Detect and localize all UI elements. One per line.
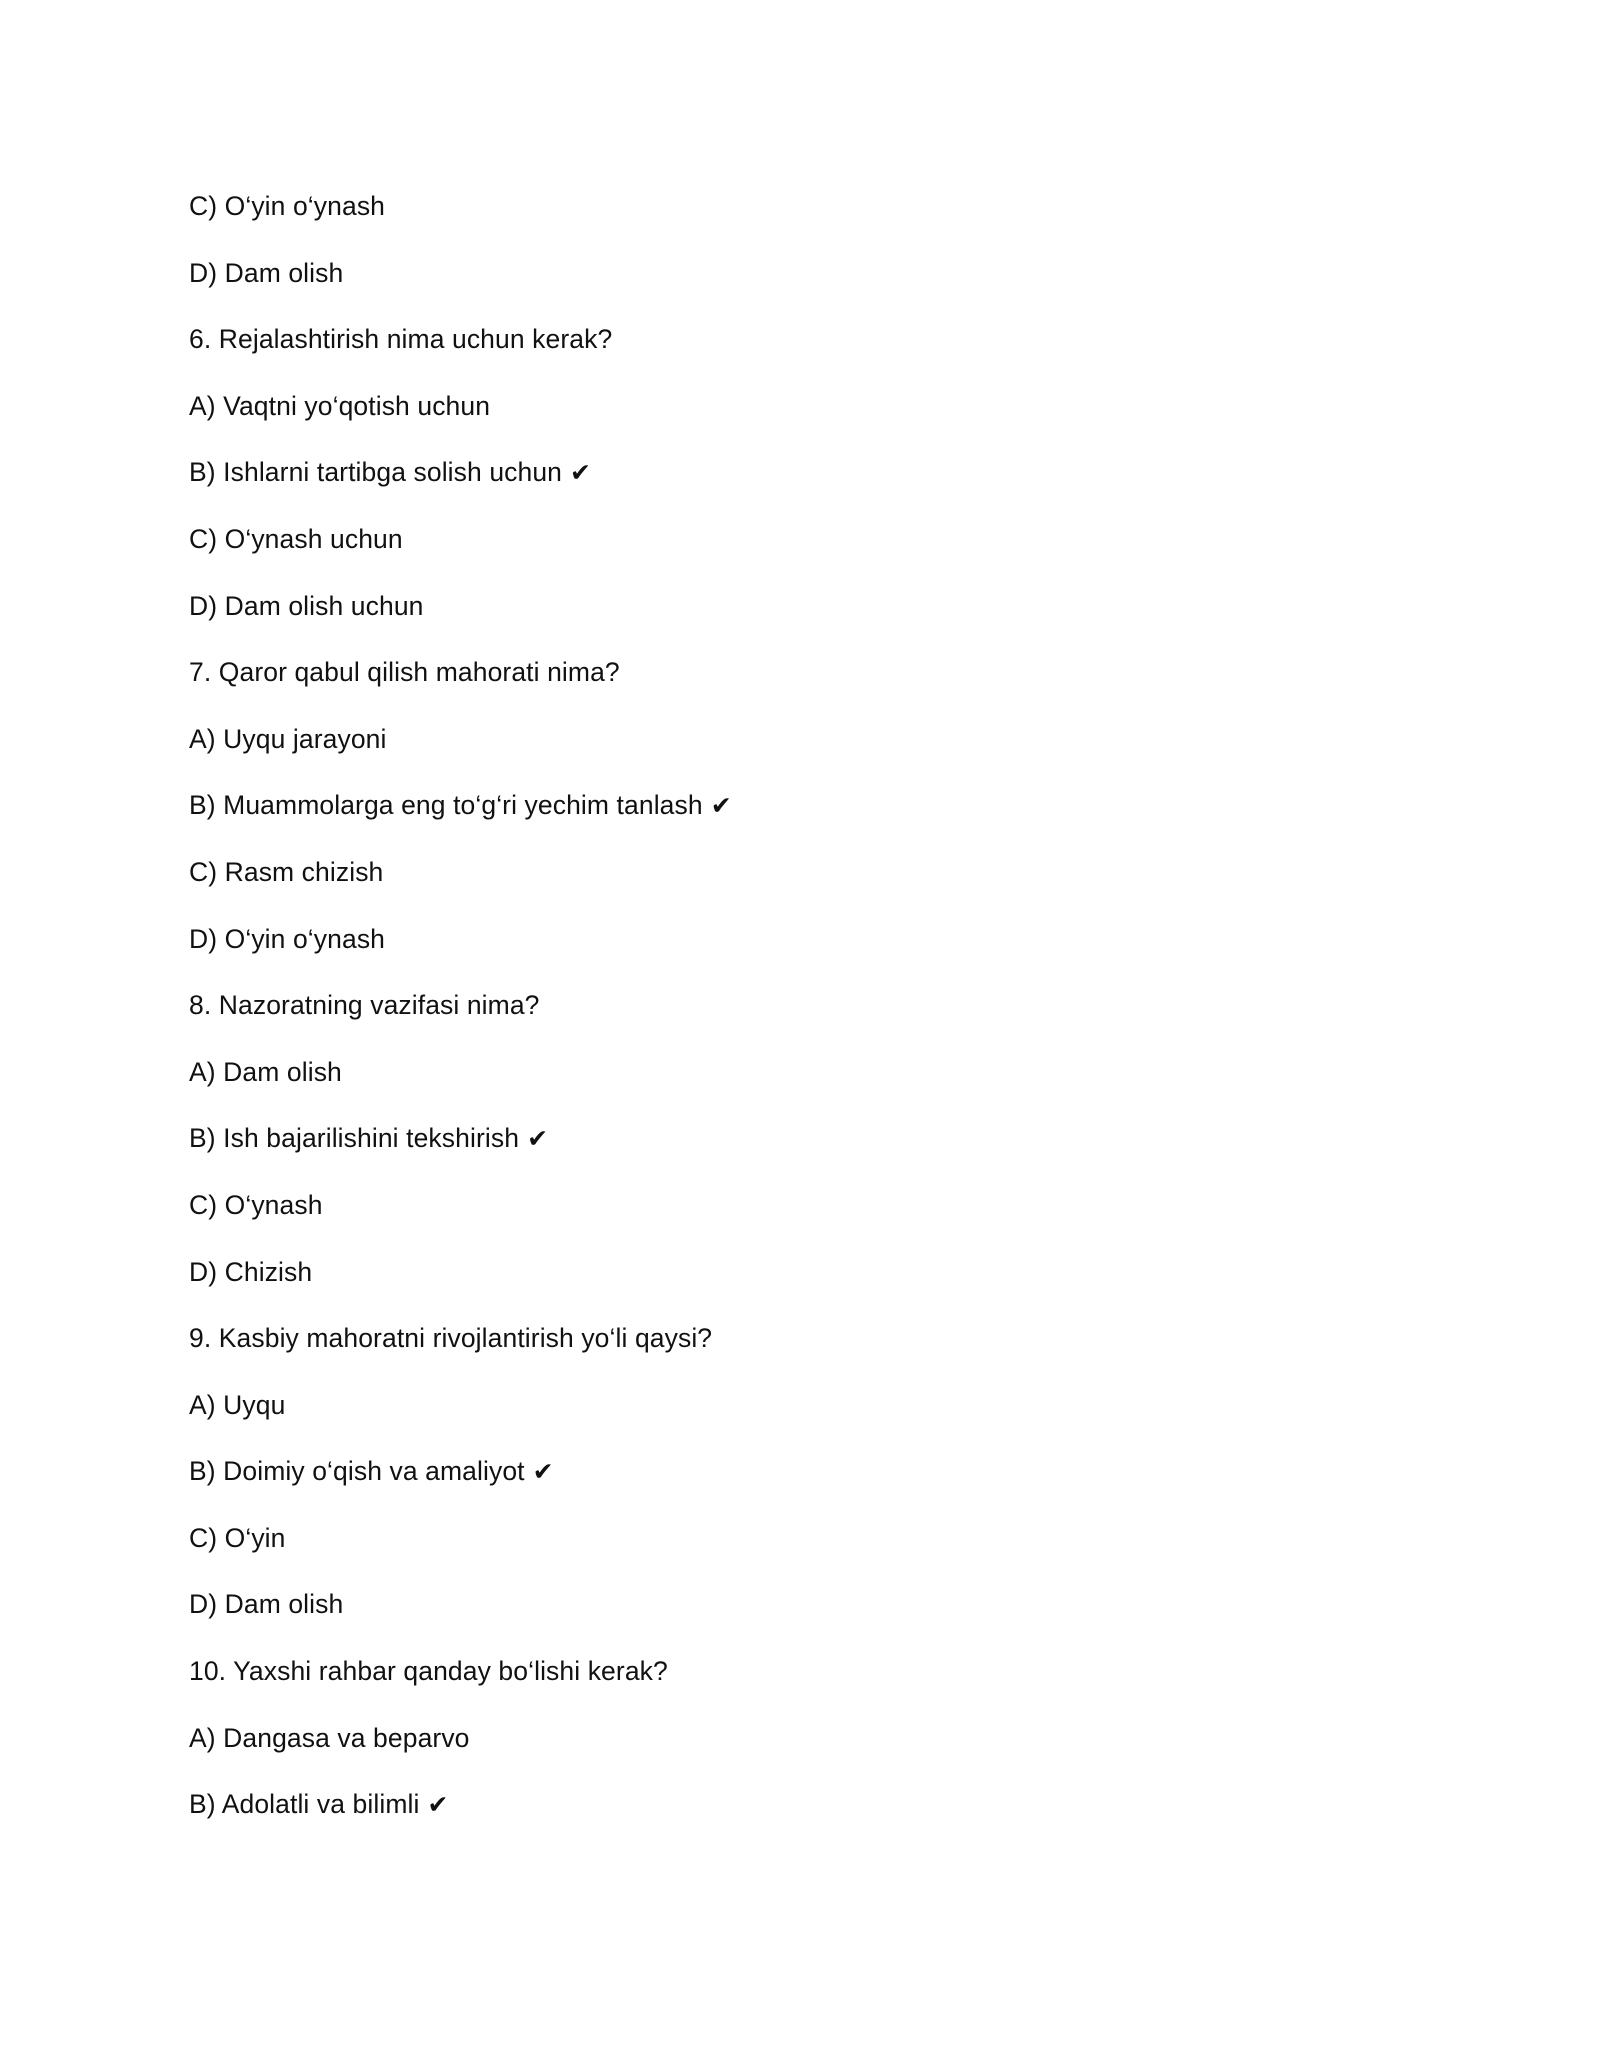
question-label: 10. Yaxshi rahbar qanday bo‘lishi kerak? xyxy=(189,1656,668,1687)
question-text xyxy=(189,983,1409,1050)
question-label: 6. Rejalashtirish nima uchun kerak? xyxy=(189,324,613,355)
check-mark-icon: ✔ xyxy=(570,458,592,488)
answer-option xyxy=(189,1716,1409,1783)
answer-label: D) O‘yin o‘ynash xyxy=(189,923,386,954)
answer-label: D) Dam olish xyxy=(189,257,344,288)
answer-option xyxy=(189,184,1409,251)
answer-label: C) Rasm chizish xyxy=(189,856,384,887)
question-label: 9. Kasbiy mahoratni rivojlantirish yo‘li qaysi? xyxy=(189,1323,713,1354)
answer-option xyxy=(189,783,1409,850)
answer-label: A) Uyqu xyxy=(189,1389,286,1420)
answer-option xyxy=(189,517,1409,584)
answer-option xyxy=(189,251,1409,318)
answer-option xyxy=(189,584,1409,651)
answer-label: B) Doimiy o‘qish va amaliyot xyxy=(189,1456,525,1487)
answer-option xyxy=(189,1183,1409,1250)
answer-option xyxy=(189,1116,1409,1183)
answer-label: D) Chizish xyxy=(189,1256,313,1287)
answer-option xyxy=(189,850,1409,917)
answer-label: B) Muammolarga eng to‘g‘ri yechim tanlash xyxy=(189,790,703,821)
answer-label: C) O‘ynash xyxy=(189,1189,323,1220)
answer-label: A) Dam olish xyxy=(189,1056,342,1087)
answer-option xyxy=(189,1050,1409,1117)
answer-label: D) Dam olish uchun xyxy=(189,590,424,621)
question-label: 8. Nazoratning vazifasi nima? xyxy=(189,990,540,1021)
answer-label: B) Adolatli va bilimli xyxy=(189,1789,420,1820)
answer-option xyxy=(189,1516,1409,1583)
check-mark-icon: ✔ xyxy=(427,1790,449,1820)
question-text xyxy=(189,317,1409,384)
quiz-content xyxy=(189,184,1409,1849)
answer-label: D) Dam olish xyxy=(189,1589,344,1620)
question-text xyxy=(189,1649,1409,1716)
answer-option xyxy=(189,1383,1409,1450)
answer-label: B) Ish bajarilishini tekshirish xyxy=(189,1123,520,1154)
answer-option xyxy=(189,717,1409,784)
answer-option xyxy=(189,917,1409,984)
check-mark-icon: ✔ xyxy=(710,791,732,821)
answer-option xyxy=(189,1782,1409,1849)
question-text xyxy=(189,1316,1409,1383)
answer-label: C) O‘ynash uchun xyxy=(189,523,403,554)
question-text xyxy=(189,650,1409,717)
answer-option xyxy=(189,1250,1409,1317)
answer-label: C) O‘yin xyxy=(189,1522,286,1553)
answer-option xyxy=(189,450,1409,517)
answer-label: C) O‘yin o‘ynash xyxy=(189,191,386,221)
answer-option xyxy=(189,1582,1409,1649)
check-mark-icon: ✔ xyxy=(527,1124,549,1154)
question-label: 7. Qaror qabul qilish mahorati nima? xyxy=(189,657,620,688)
answer-option xyxy=(189,384,1409,451)
answer-label: A) Vaqtni yo‘qotish uchun xyxy=(189,390,491,421)
answer-label: A) Uyqu jarayoni xyxy=(189,723,387,754)
answer-label: B) Ishlarni tartibga solish uchun xyxy=(189,457,563,488)
check-mark-icon: ✔ xyxy=(532,1457,554,1487)
answer-label: A) Dangasa va beparvo xyxy=(189,1722,470,1753)
answer-option xyxy=(189,1449,1409,1516)
